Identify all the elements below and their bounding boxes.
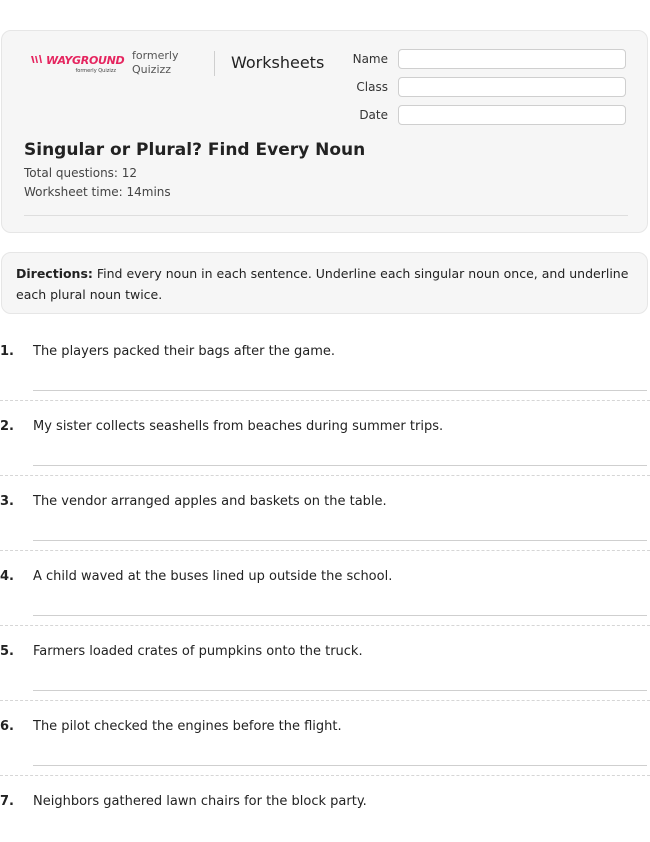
section-title: Worksheets (231, 53, 325, 72)
directions-label: Directions: (16, 266, 93, 281)
formerly-quizizz: formerly Quizizz (132, 49, 179, 76)
question-text: My sister collects seashells from beaches during summer trips. (33, 419, 444, 434)
question-text: The pilot checked the engines before the flight. (33, 719, 342, 734)
name-label: Name (352, 52, 388, 66)
question-number: 4. (0, 569, 14, 584)
question-item (0, 719, 650, 794)
question-number: 7. (0, 794, 14, 809)
question-number: 2. (0, 419, 14, 434)
answer-line[interactable] (33, 690, 647, 691)
question-text: Farmers loaded crates of pumpkins onto the truck. (33, 644, 363, 659)
question-number: 1. (0, 344, 14, 359)
answer-line[interactable] (33, 765, 647, 766)
worksheet-header (1, 30, 648, 233)
question-text: The players packed their bags after the game. (33, 344, 336, 359)
answer-line[interactable] (33, 615, 647, 616)
question-number: 5. (0, 644, 14, 659)
brand-name: WAYGROUND (46, 53, 125, 67)
class-field[interactable] (398, 77, 626, 97)
question-number: 6. (0, 719, 14, 734)
question-divider (0, 700, 650, 701)
question-divider (0, 625, 650, 626)
date-label: Date (359, 108, 388, 122)
class-label: Class (356, 80, 388, 94)
question-number: 3. (0, 494, 14, 509)
answer-line[interactable] (33, 465, 647, 466)
date-field[interactable] (398, 105, 626, 125)
worksheet-time: Worksheet time: 14mins (24, 185, 171, 199)
question-divider (0, 550, 650, 551)
wayground-logo-icon (30, 54, 44, 67)
directions-box (1, 252, 648, 314)
answer-line[interactable] (33, 390, 647, 391)
question-item (0, 494, 650, 569)
question-item (0, 344, 650, 419)
directions-text: Find every noun in each sentence. Underline each singular noun once, and underline each plural noun twice. (16, 266, 629, 302)
question-divider (0, 475, 650, 476)
question-divider (0, 775, 650, 776)
wayground-logo (30, 53, 125, 75)
name-field[interactable] (398, 49, 626, 69)
total-questions: Total questions: 12 (24, 166, 138, 180)
answer-line[interactable] (33, 540, 647, 541)
brand-sub: formerly Quizizz (75, 68, 116, 74)
question-item (0, 419, 650, 494)
worksheet-title: Singular or Plural? Find Every Noun (24, 140, 366, 160)
header-divider (214, 51, 215, 76)
header-rule (24, 215, 628, 216)
question-text: A child waved at the buses lined up outside the school. (33, 569, 393, 584)
question-divider (0, 400, 650, 401)
question-text: The vendor arranged apples and baskets on the table. (33, 494, 387, 509)
question-text: Neighbors gathered lawn chairs for the block party. (33, 794, 367, 809)
question-item (0, 644, 650, 719)
question-item (0, 569, 650, 644)
question-item (0, 794, 650, 842)
